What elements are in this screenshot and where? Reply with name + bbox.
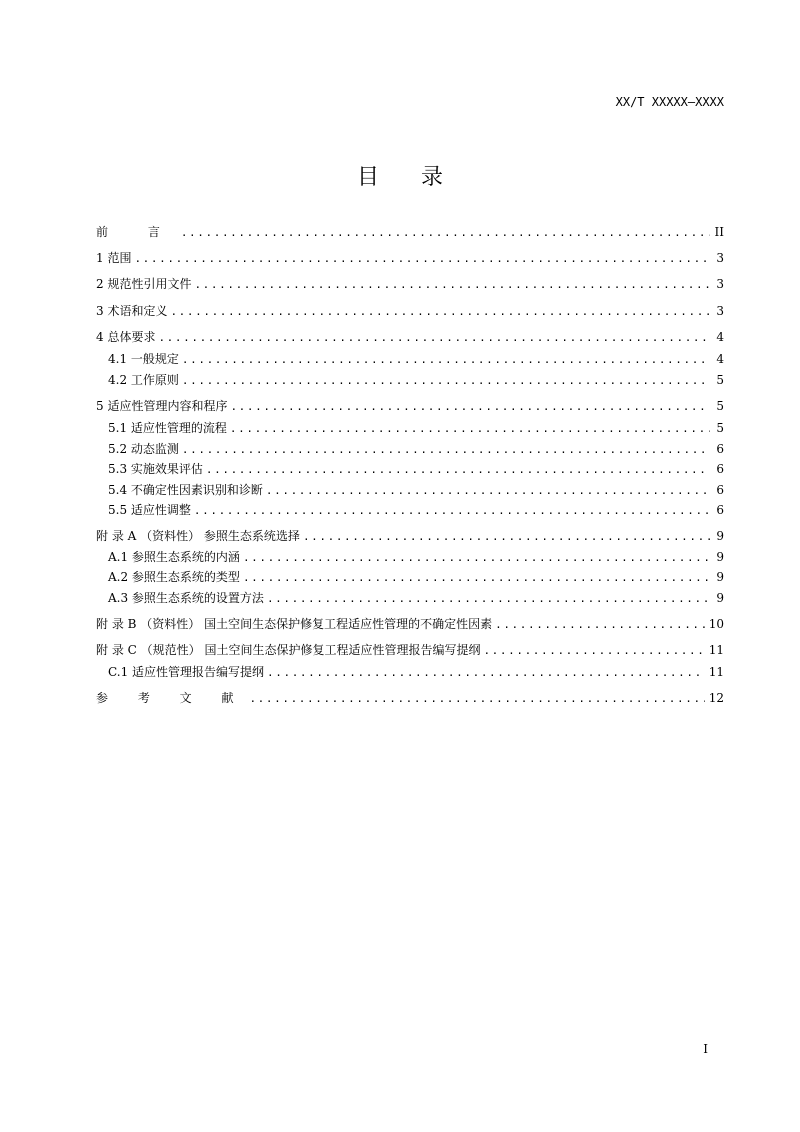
toc-entry-label: A.1 参照生态系统的内涵 bbox=[108, 550, 240, 564]
toc-leader-dots bbox=[170, 305, 710, 319]
toc-leader-dots bbox=[249, 692, 704, 706]
toc-entry-page: 9 bbox=[716, 529, 724, 543]
toc-entry-label: C.1 适应性管理报告编写提纲 bbox=[108, 665, 265, 679]
toc-entry-page: 12 bbox=[708, 691, 724, 705]
toc-leader-dots bbox=[182, 353, 710, 367]
toc-entry-page: 9 bbox=[716, 550, 724, 564]
toc-entry-page: 6 bbox=[716, 442, 724, 456]
toc-entry[interactable] bbox=[96, 396, 724, 414]
toc-leader-dots bbox=[243, 571, 710, 585]
toc-leader-dots bbox=[158, 331, 710, 345]
toc-entry[interactable] bbox=[96, 274, 724, 292]
toc-entry-page: 6 bbox=[716, 462, 724, 476]
toc-leader-dots bbox=[181, 226, 710, 240]
toc-title-char-2: 录 bbox=[421, 165, 444, 190]
toc-leader-dots bbox=[243, 551, 710, 565]
toc-leader-dots bbox=[134, 252, 710, 266]
toc-entry[interactable] bbox=[96, 567, 724, 585]
toc-entry[interactable] bbox=[96, 662, 724, 680]
toc-entry[interactable] bbox=[96, 439, 724, 457]
toc-entry-label: A.3 参照生态系统的设置方法 bbox=[108, 591, 264, 605]
toc-entry[interactable] bbox=[96, 418, 724, 436]
toc-entry-label: 3 术语和定义 bbox=[96, 304, 168, 318]
toc-entry-label: 4.1 一般规定 bbox=[108, 352, 179, 366]
toc-entry[interactable] bbox=[96, 547, 724, 565]
toc-leader-dots bbox=[266, 484, 710, 498]
toc-leader-dots bbox=[495, 618, 705, 632]
toc-entry-page: 11 bbox=[708, 665, 724, 679]
toc-entry[interactable] bbox=[96, 248, 724, 266]
toc-leader-dots bbox=[194, 278, 710, 292]
toc-entry-label: 5.3 实施效果评估 bbox=[108, 462, 203, 476]
toc-entry[interactable] bbox=[96, 222, 724, 240]
toc-entry-page: II bbox=[714, 225, 724, 239]
toc-leader-dots bbox=[267, 666, 705, 680]
toc-entry-page: 9 bbox=[716, 570, 724, 584]
toc-leader-dots bbox=[303, 530, 710, 544]
toc-entry-page: 3 bbox=[716, 251, 724, 265]
toc-entry[interactable] bbox=[96, 500, 724, 518]
toc-entry[interactable] bbox=[96, 614, 724, 632]
toc-entry-page: 5 bbox=[716, 399, 724, 413]
toc-entry[interactable] bbox=[96, 301, 724, 319]
standard-code: XX/T XXXXX—XXXX bbox=[615, 95, 724, 109]
toc-entry-label: 4 总体要求 bbox=[96, 330, 156, 344]
toc-entry[interactable] bbox=[96, 370, 724, 388]
toc-entry-label: 5.2 动态监测 bbox=[108, 442, 179, 456]
toc-entry-page: 3 bbox=[716, 277, 724, 291]
toc-entry-label: 附 录 A （资料性） 参照生态系统选择 bbox=[96, 529, 300, 543]
toc-leader-dots bbox=[182, 443, 710, 457]
toc-entry-page: 4 bbox=[716, 352, 724, 366]
toc-entry-label: 参 考 文 献 bbox=[96, 691, 247, 705]
toc-leader-dots bbox=[267, 592, 710, 606]
footer-page-number: I bbox=[703, 1042, 708, 1056]
toc-entry-page: 5 bbox=[716, 373, 724, 387]
toc-entry-page: 6 bbox=[716, 483, 724, 497]
toc-leader-dots bbox=[194, 504, 710, 518]
toc-entry-label: 1 范围 bbox=[96, 251, 132, 265]
toc-entry[interactable] bbox=[96, 327, 724, 345]
toc-entry-page: 5 bbox=[716, 421, 724, 435]
toc-entry-page: 3 bbox=[716, 304, 724, 318]
toc-leader-dots bbox=[182, 374, 710, 388]
toc-entry-label: 5.1 适应性管理的流程 bbox=[108, 421, 227, 435]
toc-entry-label: A.2 参照生态系统的类型 bbox=[108, 570, 240, 584]
toc-entry-page: 4 bbox=[716, 330, 724, 344]
toc-entry[interactable] bbox=[96, 480, 724, 498]
toc-entry-label: 5.5 适应性调整 bbox=[108, 503, 191, 517]
toc-leader-dots bbox=[206, 463, 710, 477]
toc-entry-label: 2 规范性引用文件 bbox=[96, 277, 192, 291]
toc-entry-label: 附 录 B （资料性） 国土空间生态保护修复工程适应性管理的不确定性因素 bbox=[96, 617, 493, 631]
toc-entry[interactable] bbox=[96, 349, 724, 367]
toc-title-char-1: 目 bbox=[356, 165, 379, 190]
toc-entry-page: 6 bbox=[716, 503, 724, 517]
toc-entry-label: 5.4 不确定性因素识别和诊断 bbox=[108, 483, 263, 497]
toc-entry-label: 5 适应性管理内容和程序 bbox=[96, 399, 228, 413]
toc-entry-label: 附 录 C （规范性） 国土空间生态保护修复工程适应性管理报告编写提纲 bbox=[96, 643, 481, 657]
toc-title bbox=[0, 160, 800, 191]
toc-entry[interactable] bbox=[96, 526, 724, 544]
toc-entry-label: 前 言 bbox=[96, 225, 178, 239]
toc-leader-dots bbox=[230, 400, 710, 414]
toc-entry-page: 9 bbox=[716, 591, 724, 605]
toc-entry[interactable] bbox=[96, 459, 724, 477]
toc-entry-page: 10 bbox=[708, 617, 724, 631]
toc-leader-dots bbox=[230, 422, 710, 436]
toc-entry[interactable] bbox=[96, 640, 724, 658]
toc-entry-label: 4.2 工作原则 bbox=[108, 373, 179, 387]
toc-entry-page: 11 bbox=[708, 643, 724, 657]
toc-entry[interactable] bbox=[96, 588, 724, 606]
toc-leader-dots bbox=[483, 644, 704, 658]
toc-entry[interactable] bbox=[96, 688, 724, 706]
